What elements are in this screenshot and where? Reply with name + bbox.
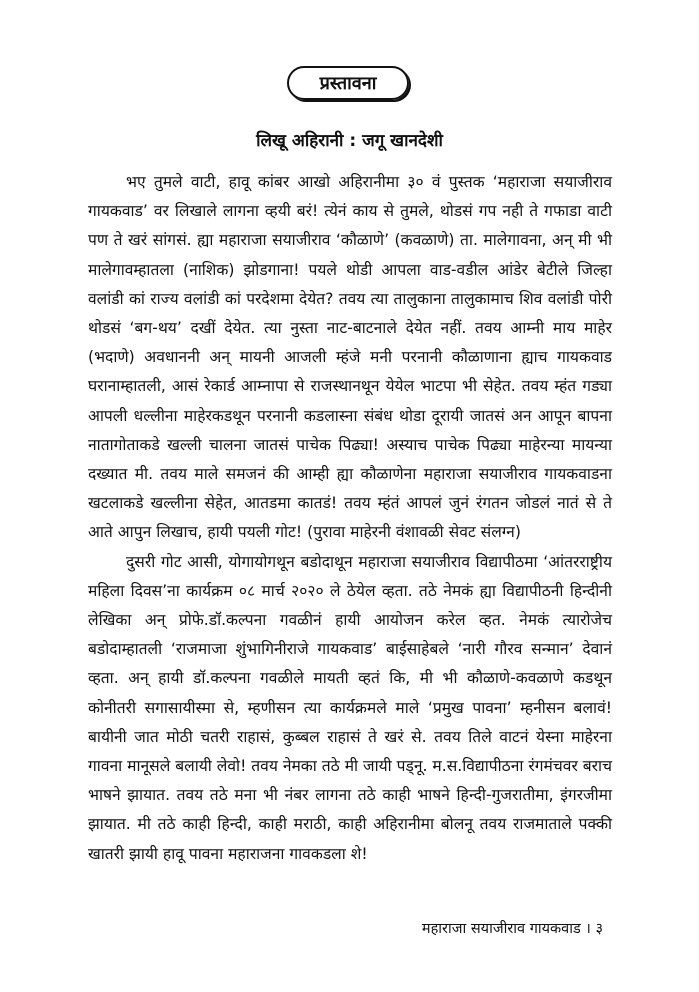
paragraph: भए तुमले वाटी, हावू कांबर आखो अहिरानीमा ३० वं पुस्तक ‘महाराजा सयाजीराव गायकवाड’ वर लिखाले लागना व्हयी बरं! त्येनं काय से तुमले, थोडसं गप नही ते गफाडा वाटी पण ते खरं सांगसं. ह्या महाराजा सयाजीराव ‘कौळाणे’ (कवळाणे) ता. मालेगावना, अन् मी भी मालेगावम्हातला (नाशिक) झोडगाना! पयले थोडी आपला वाड-वडील आंडेर बेटीले जिल्हा वलांडी कां राज्य वलांडी कां परदेशमा देयेत? तवय त्या तालुकाना तालुकामाच शिव वलांडी पोरी थोडसं ‘बग-थय’ दखीं देयेत. त्या नुस्ता नाट-बाटनाले देयेत नहीं. तवय आम्नी माय माहेर (भदाणे) अवधाननी अन् मायनी आजली म्हंजे मनी परनानी कौळाणाना ह्याच गायकवाड घरानाम्हातली, आसं रेकार्ड आम्नापा से राजस्थानथून येयेल भाटपा भी सेहेत. तवय म्हंत गड्या आपली धल्लीना माहेरकडथून परनानी कडलास्ना संबंध थोडा दूरायी जातसं अन आपून बापना नातागोताकडे खल्ली चालना जातसं पाचेक पिढ्या! अस्याच पाचेक पिढ्या माहेरन्या मायन्या दख्यात मी. तवय माले समजनं की आम्ही ह्या कौळाणेना महाराजा सयाजीराव गायकवाडना खटलाकडे खल्लीना सेहेत, आतडमा कातडं! तवय म्हंतं आपलं जुनं रंगतन जोडलं नातं से ते आते आपुन लिखाच, हायी पयली गोट! (पुरावा माहेरनी वंशावळी सेवट संलग्न): [88, 173, 612, 542]
body-text: [88, 168, 612, 869]
paragraph: दुसरी गोट आसी, योगायोगथून बडोदाथून महाराजा सयाजीराव विद्यापीठमा ‘आंतरराष्ट्रीय महिला दिवस’ना कार्यक्रम ०८ मार्च २०२० ले ठेयेल व्हता. तठे नेमकं ह्या विद्यापीठनी हिन्दीनी लेखिका अन् प्रोफे.डॉ.कल्पना गवळीनं हायी आयोजन करेल व्हत. नेमकं त्यारोजेच बडोदाम्हातली ‘राजमाजा शुंभागिनीराजे गायकवाड’ बाईसाहेबले ‘नारी गौरव सन्मान’ देवानं व्हता. अन् हायी डॉ.कल्पना गवळीले मायती व्हतं कि, मी भी कौळाणे-कवळाणे कडथून कोनीतरी सगासायीस्मा से, म्हणीसन त्या कार्यक्रमले माले ‘प्रमुख पावना’ म्हनीसन बलावं! बायीनी जात मोठी चतरी राहासं, कुब्बल राहासं ते खरं से. तवय तिले वाटनं येस्ना माहेरना गावना मानूसले बलायी लेवो! तवय नेमका तठे मी जायी पड्नू. म.स.विद्यापीठना रंगमंचवर बराच भाषने झायात. तवय तठे मना भी नंबर लागना तठे काही भाषने हिन्दी-गुजरातीमा, इंगरजीमा झायात. मी तठे काही हिन्दी, काही मराठी, काही अहिरानीमा बोलनू तवय राजमाताले पक्की खातरी झायी हावू पावना महाराजना गावकडला शे!: [88, 552, 612, 863]
page-footer: महाराजा सयाजीराव गायकवाड । ३: [421, 921, 603, 937]
author-byline: लिखू अहिरानी : जगू खानदेशी: [256, 131, 443, 151]
chapter-heading: [287, 66, 409, 100]
chapter-heading-text: प्रस्तावना: [319, 73, 377, 94]
